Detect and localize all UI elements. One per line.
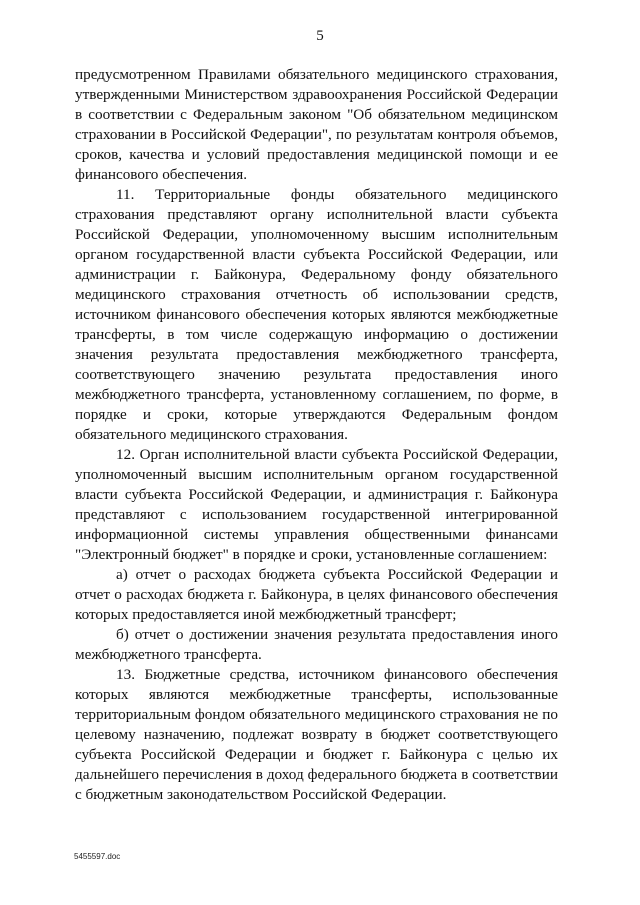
paragraph-continuation: предусмотренном Правилами обязательного медицинского страхования, утвержденными Министерством здравоохранения Российской Федерации в соответствии с Федеральным законом "Об обязательном медицинском страховании в Российской Федерации", по результатам контроля объемов, сроков, качества и условий предоставления медицинской помощи и ее финансового обеспечения. bbox=[75, 66, 558, 183]
paragraph-item-12b: б) отчет о достижении значения результата предоставления иного межбюджетного трансферта. bbox=[75, 626, 558, 663]
document-body bbox=[75, 65, 558, 805]
paragraph-item-11: 11. Территориальные фонды обязательного медицинского страхования представляют органу исполнительной власти субъекта Российской Федерации, уполномоченному высшим исполнительным органом государственной власти субъекта Российской Федерации, или администрации г. Байконура, Федеральному фонду обязательного медицинского страхования отчетность об использовании средств, источником финансового обеспечения которых являются межбюджетные трансферты, в том числе содержащую информацию о достижении значения результата предоставления межбюджетного трансферта, соответствующего значению результата предоставления иного межбюджетного трансферта, установленному соглашением, по форме, в порядке и сроки, которые утверждаются Федеральным фондом обязательного медицинского страхования. bbox=[75, 186, 558, 443]
paragraph-item-13: 13. Бюджетные средства, источником финансового обеспечения которых являются межбюджетные трансферты, использованные территориальным фондом обязательного медицинского страхования не по целевому назначению, подлежат возврату в бюджет соответствующего субъекта Российской Федерации и бюджет г. Байконура с целью их дальнейшего перечисления в доход федерального бюджета в соответствии с бюджетным законодательством Российской Федерации. bbox=[75, 666, 558, 803]
footer-doc-id: 5455597.doc bbox=[74, 852, 121, 861]
paragraph-item-12a: а) отчет о расходах бюджета субъекта Российской Федерации и отчет о расходах бюджета г. Байконура, в целях финансового обеспечения которых предоставляется иной межбюджетный трансферт; bbox=[75, 566, 558, 623]
page-number: 5 bbox=[316, 28, 324, 44]
paragraph-item-12: 12. Орган исполнительной власти субъекта Российской Федерации, уполномоченный высшим исполнительным органом государственной власти субъекта Российской Федерации, и администрация г. Байконура представляют с использованием государственной интегрированной информационной системы управления общественными финансами "Электронный бюджет" в порядке и сроки, установленные соглашением: bbox=[75, 446, 558, 563]
